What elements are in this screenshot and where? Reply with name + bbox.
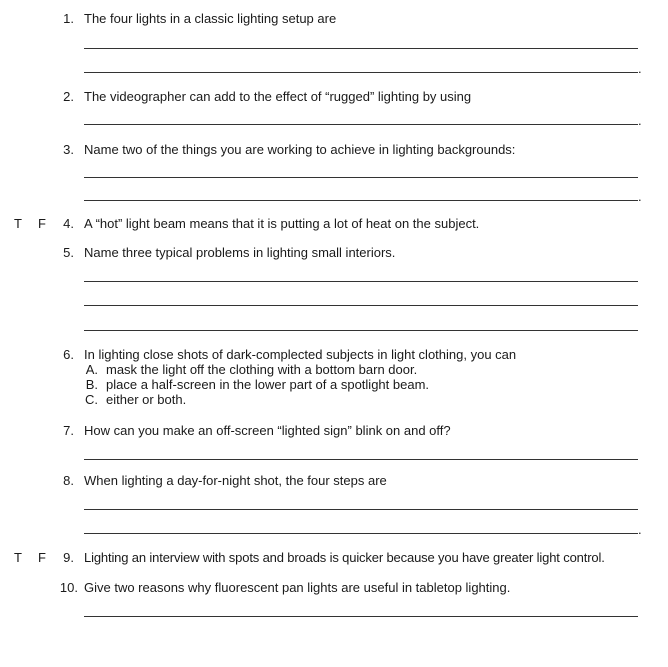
question-text: Name two of the things you are working to achieve in lighting backgrounds: — [84, 142, 516, 157]
option-letter: A. — [85, 362, 98, 377]
question-number: 5. — [63, 245, 74, 260]
question-number: 6. — [63, 347, 74, 362]
question-text: In lighting close shots of dark-complected subjects in light clothing, you can — [84, 347, 517, 362]
answer-line[interactable] — [84, 177, 638, 178]
question-number: 7. — [63, 423, 74, 438]
answer-line[interactable] — [84, 124, 638, 125]
question-text: How can you make an off-screen “lighted sign” blink on and off? — [84, 423, 451, 438]
answer-line[interactable] — [84, 305, 638, 306]
question-number: 4. — [63, 216, 74, 231]
question-number: 2. — [63, 89, 74, 104]
question-text: Name three typical problems in lighting small interiors. — [84, 245, 396, 260]
line-period: . — [638, 61, 642, 76]
answer-line[interactable] — [84, 509, 638, 510]
question-number: 8. — [63, 473, 74, 488]
answer-line[interactable] — [84, 459, 638, 460]
question-text: The four lights in a classic lighting setup are — [84, 11, 337, 26]
question-text: The videographer can add to the effect of “rugged” lighting by using — [84, 89, 472, 104]
answer-line[interactable] — [84, 330, 638, 331]
false-option[interactable]: F — [38, 550, 46, 565]
true-option[interactable]: T — [14, 216, 22, 231]
answer-line[interactable] — [84, 48, 638, 49]
false-option[interactable]: F — [38, 216, 46, 231]
answer-line[interactable] — [84, 200, 638, 201]
option-text: place a half-screen in the lower part of a spotlight beam. — [106, 377, 430, 392]
true-option[interactable]: T — [14, 550, 22, 565]
line-period: . — [638, 189, 642, 204]
line-period: . — [638, 522, 642, 537]
question-number: 10. — [59, 580, 78, 595]
question-text: A “hot” light beam means that it is putting a lot of heat on the subject. — [84, 216, 480, 231]
question-text: Give two reasons why fluorescent pan lights are useful in tabletop lighting. — [84, 580, 511, 595]
answer-line[interactable] — [84, 281, 638, 282]
question-number: 3. — [63, 142, 74, 157]
question-text: Lighting an interview with spots and broads is quicker because you have greater light control. — [84, 550, 605, 565]
option-text: mask the light off the clothing with a bottom barn door. — [106, 362, 418, 377]
question-number: 9. — [63, 550, 74, 565]
question-number: 1. — [63, 11, 74, 26]
line-period: . — [638, 113, 642, 128]
question-text: When lighting a day-for-night shot, the four steps are — [84, 473, 387, 488]
answer-line[interactable] — [84, 533, 638, 534]
option-letter: B. — [85, 377, 98, 392]
option-letter: C. — [85, 392, 98, 407]
option-text: either or both. — [106, 392, 187, 407]
answer-line[interactable] — [84, 72, 638, 73]
answer-line[interactable] — [84, 616, 638, 617]
